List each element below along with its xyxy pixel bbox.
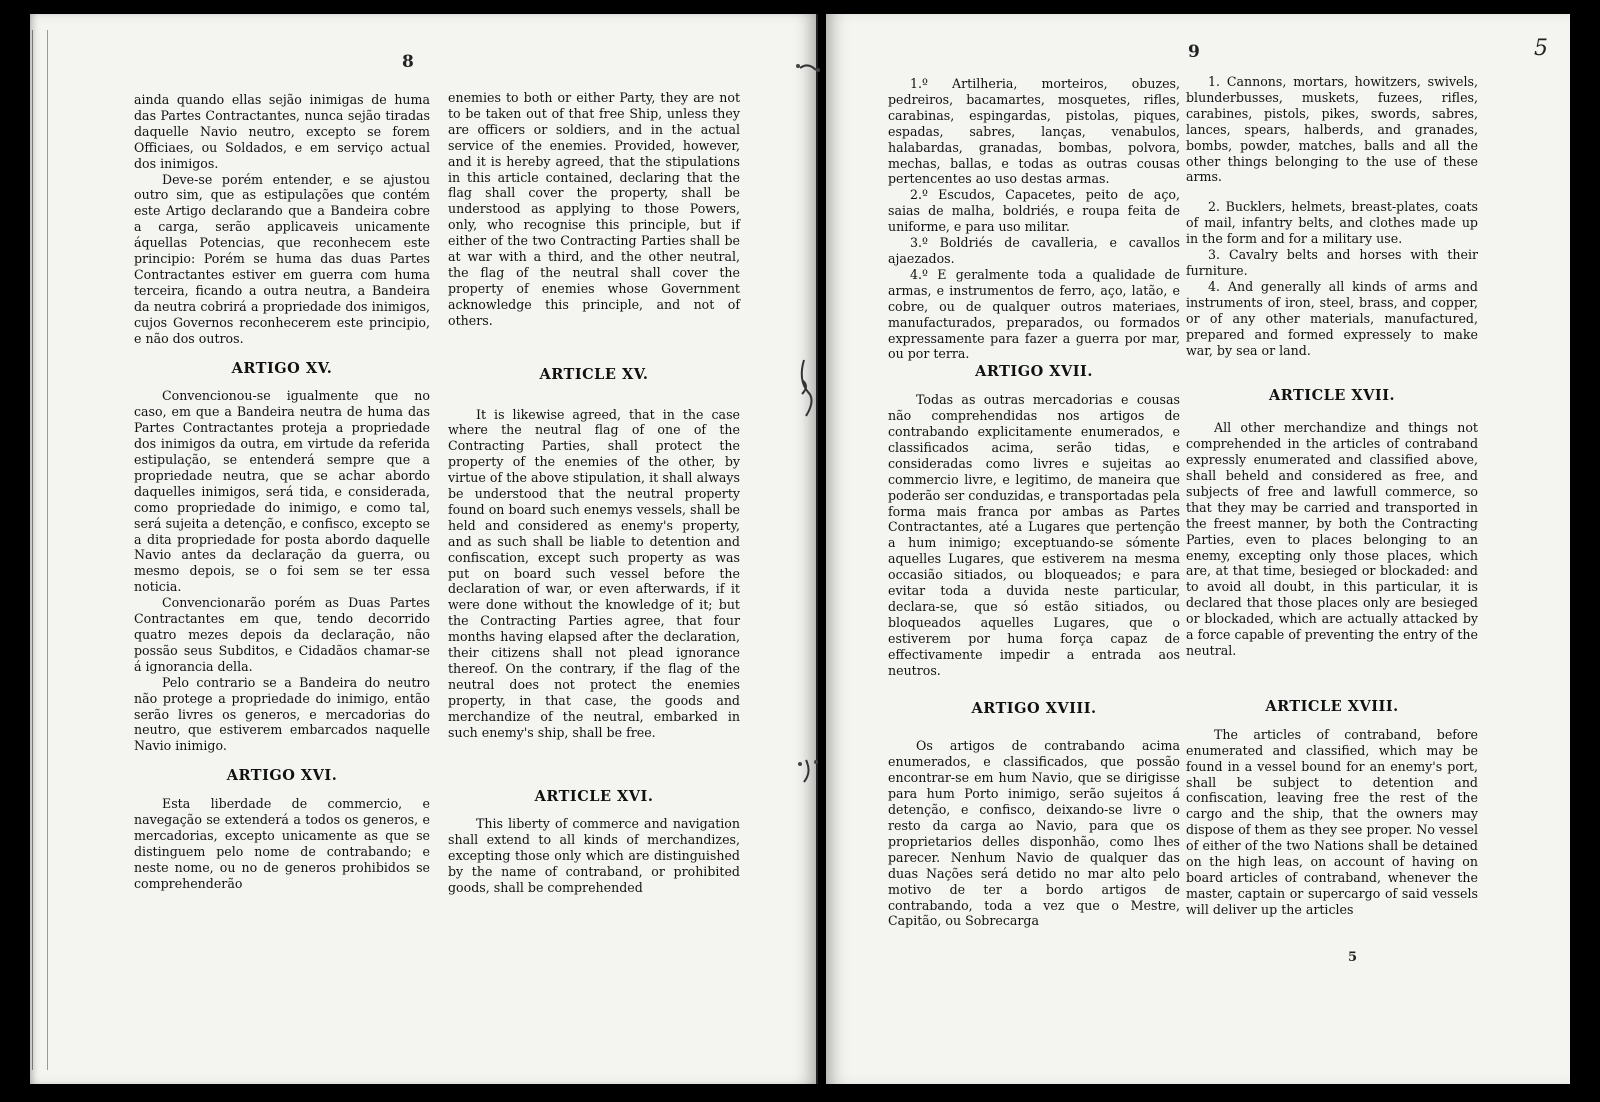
binding-dot (796, 64, 800, 68)
binding-dot (814, 760, 818, 764)
article-heading: ARTIGO XVII. (975, 363, 1093, 381)
article-heading: ARTICLE XVIII. (1265, 697, 1399, 715)
binding-dot (816, 68, 820, 72)
page-edge-lines (32, 30, 48, 1070)
list-item: 4. And generally all kinds of arms and instruments of iron, steel, brass, and copper, or of any other materials, manufactured, prepared and formed expressely to make war, by sea or land. (1186, 278, 1478, 358)
left-page-number: 8 (402, 52, 414, 72)
paragraph: All other merchandize and things not comprehended in the articles of contraband expressly enumerated and classified above, shall beheld and considered as free, and subjects of free and lawfull commerce, so that they may be carried and transported in the freest manner, by both the Contracting Parties, even to places belonging to an enemy, excepting only those places, which are, at that time, besieged or blockaded: and to avoid all doubt, in this particular, it is declared that those places only are besieged or blockaded, which are actually attacked by a force capable of preventing the entry of the neutral. (1186, 420, 1478, 658)
binding-dot (798, 762, 802, 766)
right-portuguese-column (888, 76, 1180, 929)
paragraph: Os artigos de contrabando acima enumerados, e classificados, que possão encontrar-se em hum Navio, que se dirigisse para hum Porto inimigo, serão sujeitos á detenção, e confisco, deixando-se livre o resto da carga ao Navio, para que os proprietarios delles disponhão, como lhes parecer. Nenhum Navio de qualquer das duas Nações será detido no mar alto pelo motivo de ter a bordo artigos de contrabando, toda a vez que o Mestre, Capitão, ou Sobrecarga (888, 738, 1180, 929)
right-page-number: 9 (1188, 42, 1200, 62)
paragraph: Deve-se porém entender, e se ajustou outro sim, que as estipulações que contém este Artigo declarando que a Bandeira cobre a carga, serão applicaveis unicamente áquellas Potencias, que reconhecem este principio: Porém se huma das duas Partes Contractantes estiver em guerra com huma terceira, ficando a outra neutra, a Bandeira da neutra cobrirá a propriedade dos inimigos, cujos Governos reconhecerem este principio, e não dos outros. (134, 171, 430, 346)
left-page (30, 14, 816, 1084)
list-item: 2.º Escudos, Capacetes, peito de aço, saias de malha, boldriés, e roupa feita de uniforme, e para uso militar. (888, 187, 1180, 235)
paragraph: Todas as outras mercadorias e cousas não comprehendidas nos artigos de contrabando explicitamente enumerados, e classificados acima, serão tidas, e consideradas como livres e sujeitas ao commercio livre, e legitimo, de maneira que poderão ser conduzidas, e transportadas pela forma mais franca por ambas as Partes Contractantes, até a Lugares que pertenção a hum inimigo; exceptuando-se sómente aquelles Lugares, que estiverem na mesma occasião sitiados, ou bloqueados; e para evitar toda a duvida neste particular, declara-se, que só estão sitiados, ou bloqueados aquelles Lugares, que o estiverem por huma força capaz de effectivamente impedir a entrada aos neutros. (888, 392, 1180, 678)
list-item: 3.º Boldriés de cavalleria, e cavallos ajaezados. (888, 235, 1180, 266)
binding-stitch (804, 760, 809, 782)
article-heading: ARTICLE XVII. (1268, 387, 1396, 405)
right-english-column (1186, 74, 1478, 918)
article-heading: ARTICLE XVI. (534, 787, 654, 805)
article-heading: ARTIGO XV. (231, 359, 333, 377)
left-portuguese-column (134, 92, 430, 892)
binding-thread-marks (794, 40, 824, 1080)
article-heading: ARTIGO XVI. (226, 767, 338, 785)
paragraph: Esta liberdade de commercio, e navegação se extenderá a todos os generos, e mercadorias, excepto unicamente as que se distinguem pelo nome de contrabando; e neste nome, ou no de generos prohibidos se comprehenderão (134, 796, 430, 891)
right-page (826, 14, 1570, 1084)
paragraph: This liberty of commerce and navigation shall extend to all kinds of merchandizes, excepting those only which are distinguished by the name of contraband, or prohibited goods, shall be comprehended (448, 816, 740, 896)
paragraph: The articles of contraband, before enumerated and classified, which may be found in a vessel bound for an enemy's port, shall be subject to detention and confiscation, leaving free the rest of the cargo and the ship, that the owners may dispose of them as they see proper. No vessel of either of the two Nations shall be detained on the high leas, on account of having on board articles of contraband, whenever the master, captain or supercargo of said vessels will deliver up the articles (1186, 726, 1478, 917)
printer-signature-mark: 5 (1348, 950, 1358, 965)
paragraph: Convencionou-se igualmente que no caso, em que a Bandeira neutra de huma das Partes Contractantes proteja a propriedade dos inimigos da outra, em virtude da referida estipulação, se entenderá sempre que a propriedade neutra, que se achar abordo daquelles inimigos, será tida, e considerada, como propriedade do inimigo, e como tal, será sujeita a detenção, e confisco, excepto se a dita propriedade for posta abordo daquelle Navio antes da declaração da guerra, ou mesmo depois, se o foi sem se ter essa noticia. (134, 388, 430, 595)
article-heading: ARTICLE XV. (539, 365, 649, 383)
paragraph: It is likewise agreed, that in the case where the neutral flag of one of the Contracting Parties, shall protect the property of the enemies of the other, by virtue of the above stipulation, it shall always be understood that the neutral property found on board such enemys vessels, shall be held and considered as enemy's property, and as such shall be liable to detention and confiscation, except such property as was put on board such vessel before the declaration of war, or even afterwards, if it were done without the knowledge of it; but the Contracting Parties agree, that four months having elapsed after the declaration, their citizens shall not plead ignorance thereof. On the contrary, if the flag of the neutral does not protect the enemies property, in that case, the goods and merchandize of the neutral, embarked in such enemy's ship, shall be free. (448, 406, 740, 740)
left-english-column (448, 90, 740, 896)
folio-handwritten-mark: 5 (1534, 36, 1548, 61)
list-item: 2. Bucklers, helmets, breast-plates, coats of mail, infantry belts, and clothes made up in the form and for a military use. (1186, 199, 1478, 247)
paragraph: ainda quando ellas sejão inimigas de huma das Partes Contractantes, nunca sejão tiradas daquelle Navio neutro, excepto se forem Officiaes, ou Soldados, e em serviço actual dos inimigos. (134, 92, 430, 171)
list-item: 1. Cannons, mortars, howitzers, swivels, blunderbusses, muskets, fuzees, rifles, carabines, pistols, pikes, swords, sabres, lances, spears, halberds, and granades, bombs, powder, matches, balls and all the other things belonging to the use of these arms. (1186, 74, 1478, 185)
list-item: 3. Cavalry belts and horses with their furniture. (1186, 247, 1478, 278)
binding-stitch (800, 65, 816, 70)
list-item: 1.º Artilheria, morteiros, obuzes, pedreiros, bacamartes, mosquetes, rifles, carabinas, espingardas, pistolas, piques, espadas, sabres, lanças, venabulos, halabardas, granadas, bombas, polvora, mechas, ballas, e todas as outras cousas pertencentes ao uso destas armas. (888, 76, 1180, 187)
paragraph: Convencionarão porém as Duas Partes Contractantes em que, tendo decorrido quatro mezes depois da declaração, não possão seus Subditos, e Cidadãos chamar-se á ignorancia della. (134, 595, 430, 674)
article-heading: ARTIGO XVIII. (971, 699, 1097, 717)
paragraph: enemies to both or either Party, they are not to be taken out of that free Ship, unless they are officers or soldiers, and in the actual service of the enemies. Provided, however, and it is hereby agreed, that the stipulations in this article contained, declaring that the flag shall cover the property, shall be understood as applying to those Powers, only, who recognise this principle, but if either of the two Contracting Parties shall be at war with a third, and the other neutral, the flag of the neutral shall cover the property of enemies whose Government acknowledge this principle, and not of others. (448, 90, 740, 328)
list-item: 4.º E geralmente toda a qualidade de armas, e instrumentos de ferro, aço, latão, e cobre, ou de qualquer outros materiaes, manufacturados, preparados, ou formados expressamente para fazer a guerra por mar, ou por terra. (888, 266, 1180, 362)
paragraph: Pelo contrario se a Bandeira do neutro não protege a propriedade do inimigo, então serão livres os generos, e mercadorias do neutro, que estiverem embarcados naquelle Navio inimigo. (134, 674, 430, 754)
